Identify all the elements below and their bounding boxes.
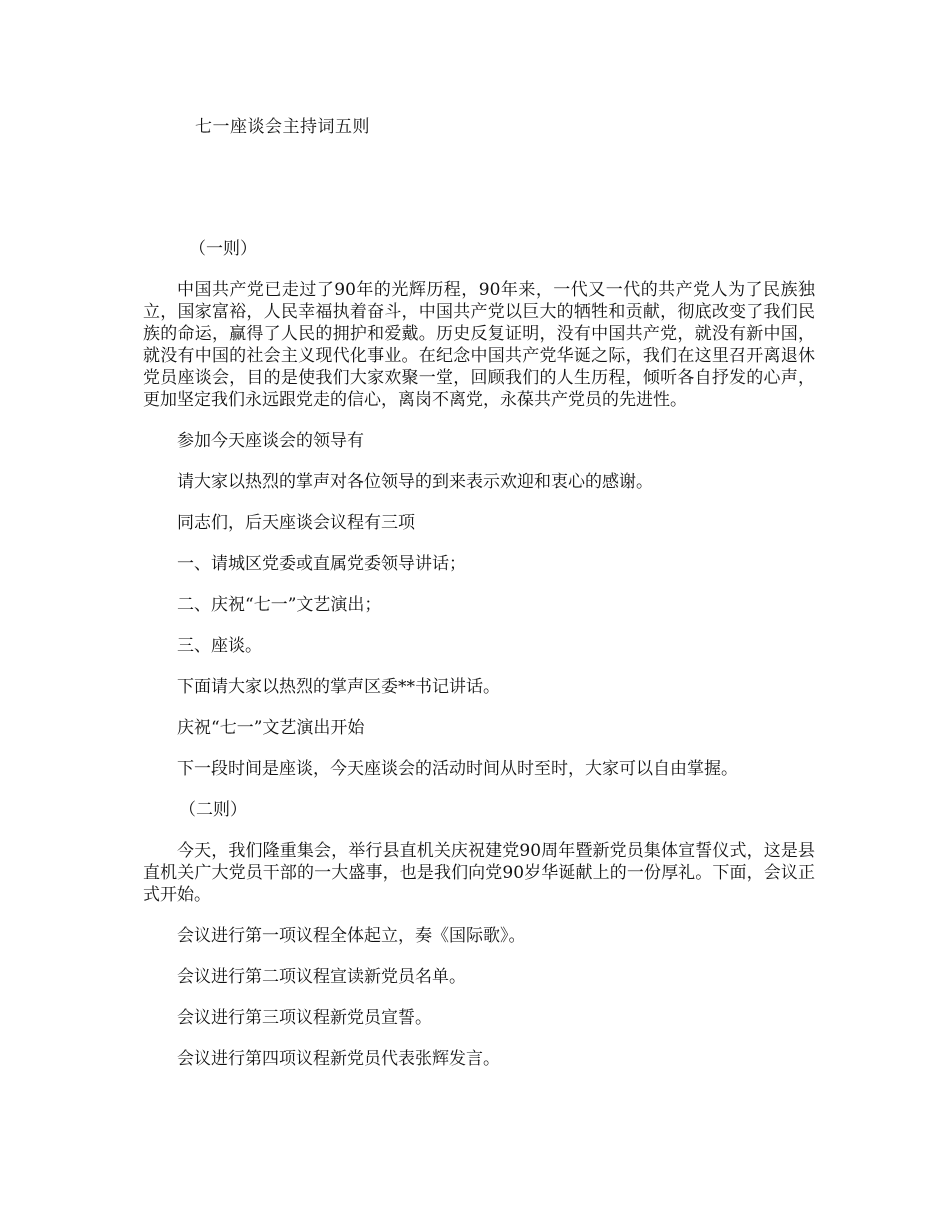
paragraph-discussion: 下一段时间是座谈，今天座谈会的活动时间从时至时，大家可以自由掌握。 [177,759,738,779]
agenda-step-1: 会议进行第一项议程全体起立，奏《国际歌》。 [177,926,526,946]
agenda-step-3: 会议进行第三项议程新党员宣誓。 [177,1008,432,1028]
agenda-step-4: 会议进行第四项议程新党员代表张辉发言。 [177,1049,500,1069]
paragraph-ceremony: 今天，我们隆重集会，举行县直机关庆祝建党90周年暨新党员集体宣誓仪式，这是县直机关广大党员干部的一大盛事，也是我们向党90岁华诞献上的一份厚礼。下面，会议正式开始。 [143,841,815,905]
paragraph-leaders: 参加今天座谈会的领导有 [177,431,364,451]
paragraph-agenda: 同志们，后天座谈会议程有三项 [177,513,415,533]
agenda-item-1: 一、请城区党委或直属党委领导讲话； [177,554,466,574]
document-title: 七一座谈会主持词五则 [195,117,370,137]
paragraph-speech: 下面请大家以热烈的掌声区委**书记讲话。 [177,677,500,697]
paragraph-welcome: 请大家以热烈的掌声对各位领导的到来表示欢迎和衷心的感谢。 [177,472,653,492]
agenda-step-2: 会议进行第二项议程宣读新党员名单。 [177,967,466,987]
section-heading-two: （二则） [179,800,247,820]
paragraph-performance: 庆祝“七一”文艺演出开始 [177,718,365,738]
agenda-item-2: 二、庆祝“七一”文艺演出； [177,595,382,615]
document-body [143,238,815,1089]
paragraph-intro: 中国共产党已走过了90年的光辉历程，90年来，一代又一代的共产党人为了民族独立，国家富裕，人民幸福执着奋斗，中国共产党以巨大的牺牲和贡献，彻底改变了我们民族的命运，赢得了人民的拥护和爱戴。历史反复证明，没有中国共产党，就没有新中国，就没有中国的社会主义现代化事业。在纪念中国共产党华诞之际，我们在这里召开离退休党员座谈会，目的是使我们大家欢聚一堂，回顾我们的人生历程，倾听各自抒发的心声，更加坚定我们永远跟党走的信心，离岗不离党，永葆共产党员的先进性。 [143,280,815,410]
section-heading-one: （一则） [189,239,257,259]
agenda-item-3: 三、座谈。 [177,636,262,656]
